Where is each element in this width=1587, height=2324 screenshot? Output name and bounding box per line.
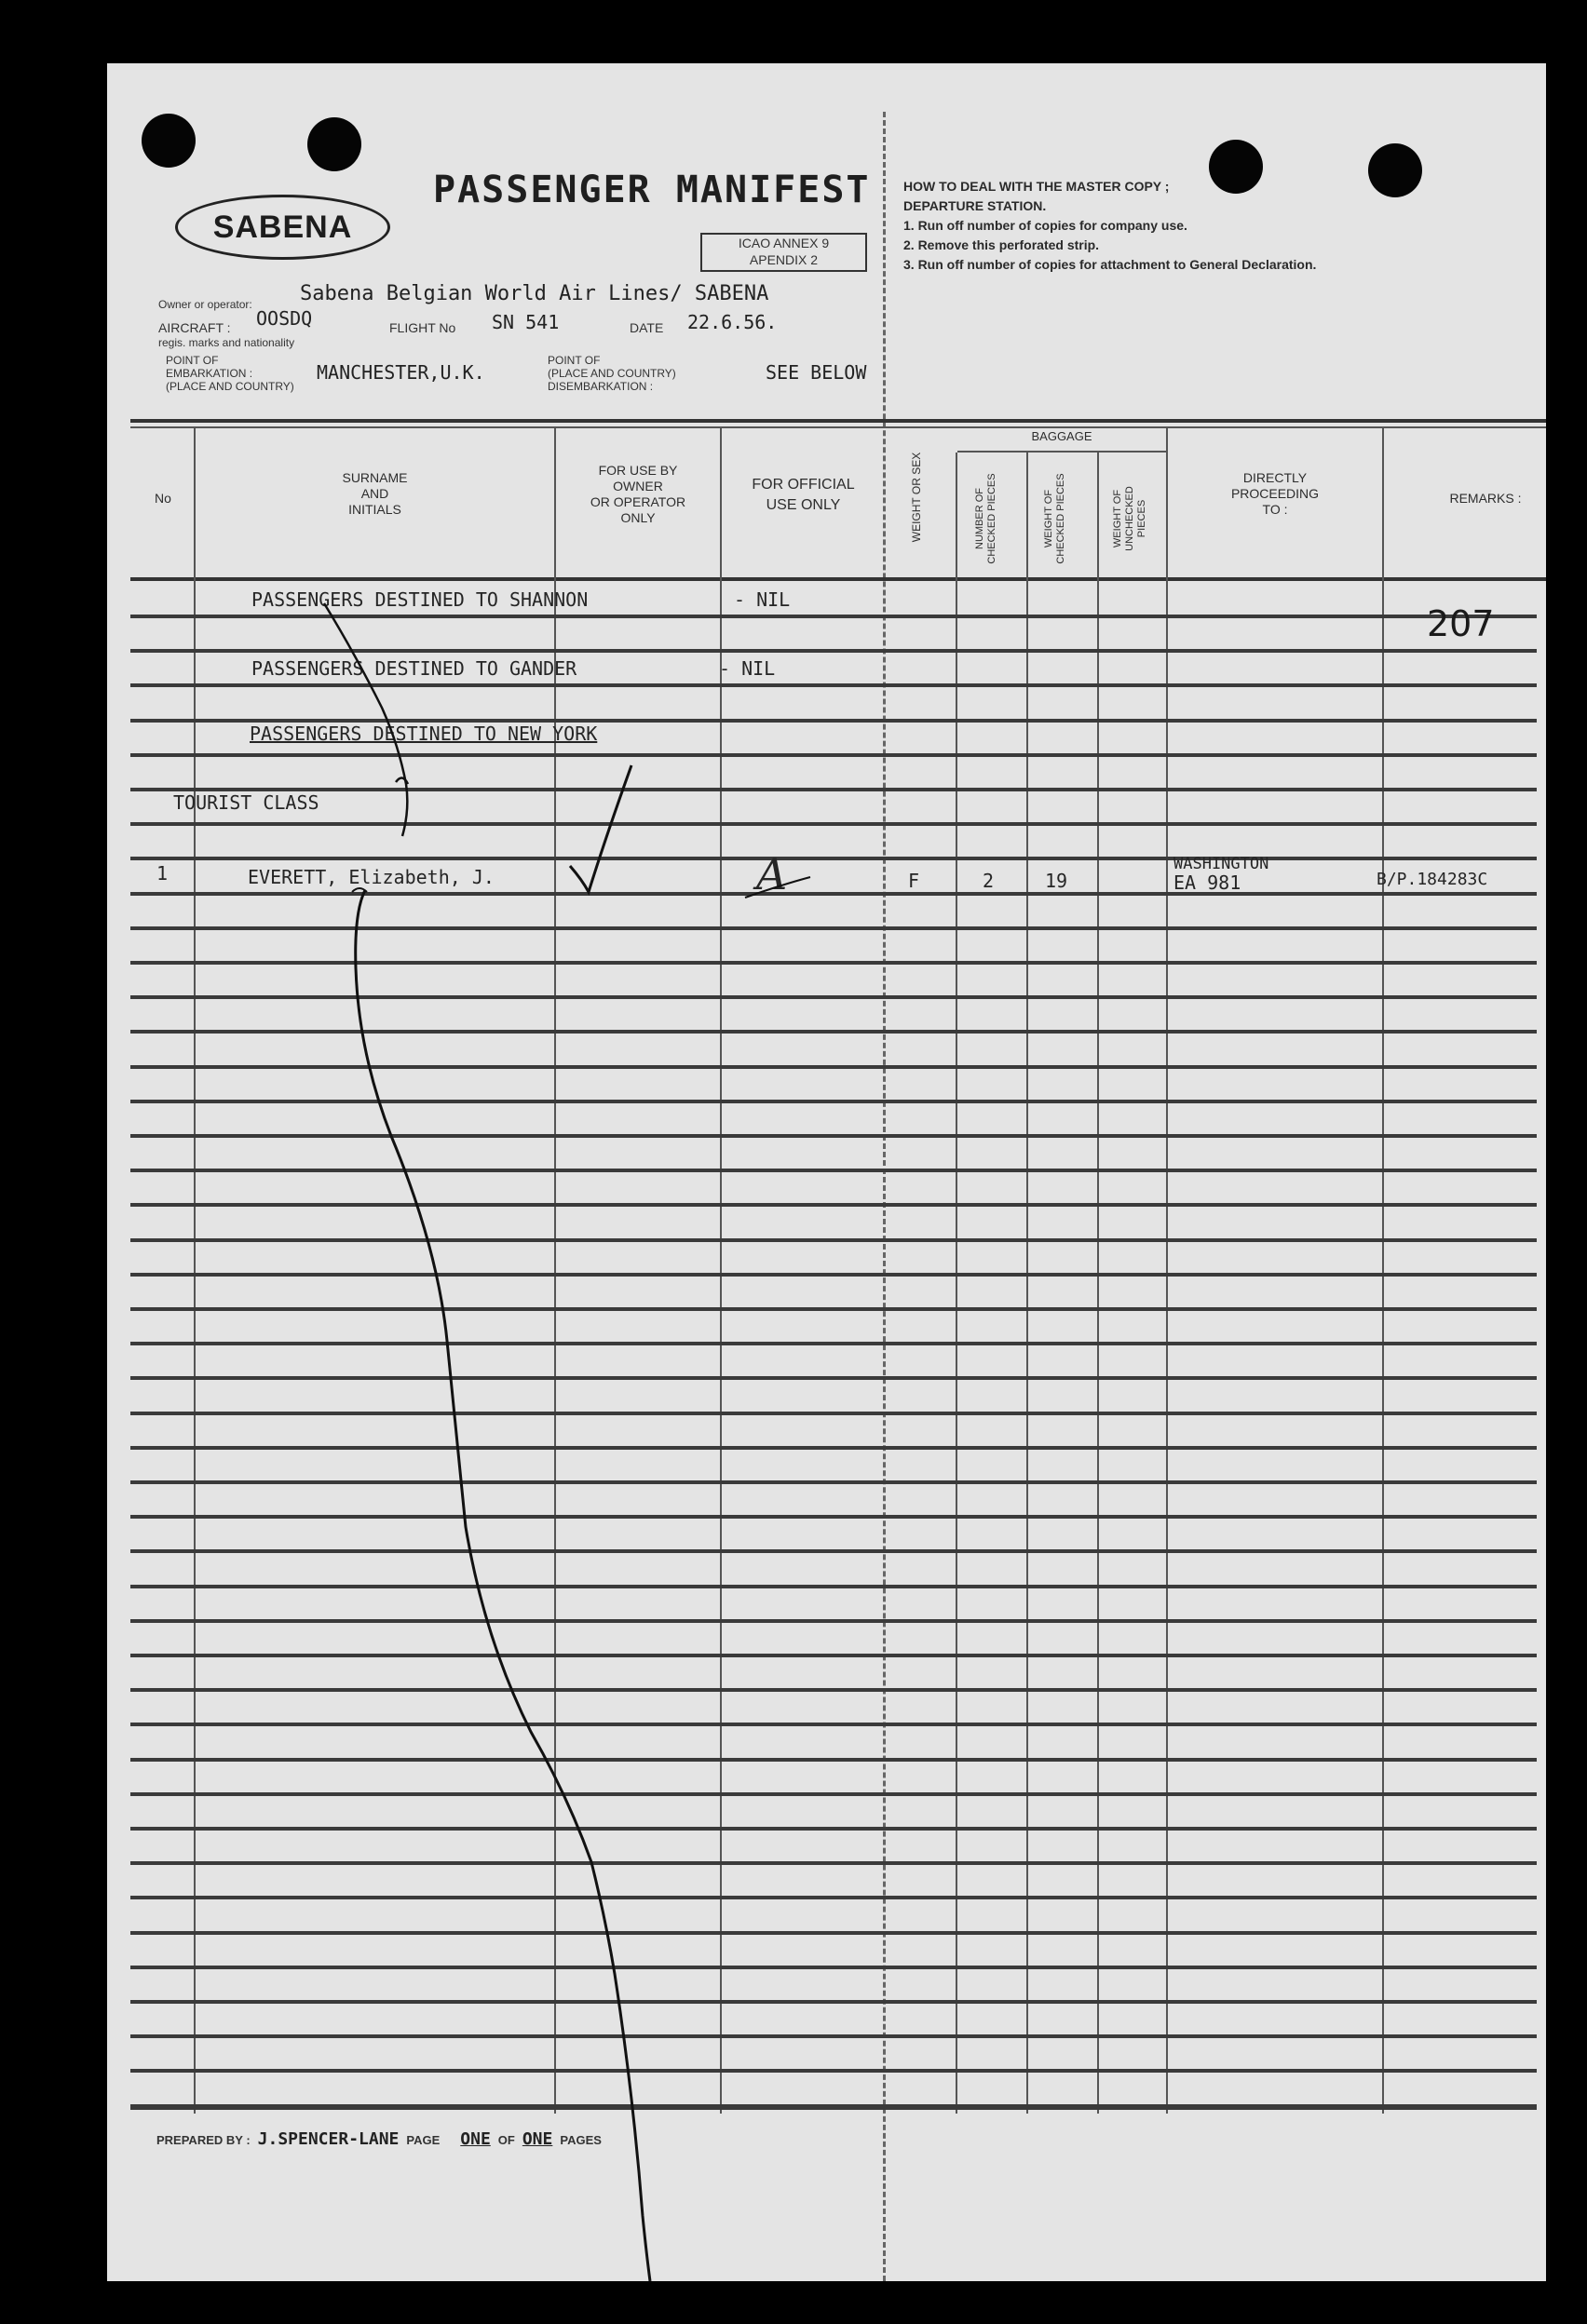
ruled-row-line: [130, 961, 1537, 965]
ruled-row-line: [130, 892, 1537, 896]
ruled-row-line: [130, 1376, 1537, 1380]
instruction-item: 2. Remove this perforated strip.: [903, 237, 1100, 252]
ruled-row-line: [130, 1896, 1537, 1899]
ruled-row-line: [130, 1549, 1537, 1553]
ruled-row-line: [130, 1654, 1537, 1657]
ruled-row-line: [130, 1585, 1537, 1588]
section-shannon: PASSENGERS DESTINED TO SHANNON: [251, 588, 589, 611]
gander-nil: - NIL: [719, 657, 776, 680]
icao-line-2: APENDIX 2: [749, 252, 819, 267]
col-header-remarks: REMARKS :: [1449, 491, 1522, 506]
ruled-row-line: [130, 1238, 1537, 1242]
aircraft-value: OOSDQ: [256, 307, 313, 330]
shannon-nil: - NIL: [734, 588, 791, 611]
manifest-sheet: [107, 63, 1546, 2281]
prepared-label: PREPARED BY :: [156, 2133, 251, 2147]
embarkation-label: [166, 354, 294, 393]
icao-line-1: ICAO ANNEX 9: [738, 236, 830, 250]
surname-header-1: SURNAME: [342, 470, 408, 485]
ruled-row-line: [130, 753, 1537, 757]
owner-value: Sabena Belgian World Air Lines/ SABENA: [300, 282, 769, 305]
ruled-row-line: [130, 857, 1537, 860]
official-handwritten-mark: A: [756, 849, 788, 899]
ruled-row-line: [130, 1861, 1537, 1865]
ruled-row-line: [130, 1619, 1537, 1623]
stamped-number: 207: [1427, 603, 1495, 644]
col-header-directly-proceeding: [1168, 470, 1382, 518]
instructions-heading: HOW TO DEAL WITH THE MASTER COPY ;: [903, 179, 1170, 194]
ruled-row-line: [130, 1792, 1537, 1796]
table-top-rule: [130, 419, 1546, 423]
instruction-item: 3. Run off number of copies for attachment to General Declaration.: [903, 257, 1317, 272]
col-header-owner-use: [556, 463, 720, 526]
ruled-row-line: [130, 1100, 1537, 1103]
embark-label-2: EMBARKATION :: [166, 367, 253, 380]
date-value: 22.6.56.: [687, 311, 778, 333]
document-title: PASSENGER MANIFEST: [433, 169, 871, 211]
date-label: DATE: [630, 320, 664, 335]
master-copy-instructions: [903, 177, 1316, 275]
punch-hole-2: [307, 117, 361, 171]
page-label: PAGE: [406, 2133, 441, 2147]
ruled-row-line: [130, 1203, 1537, 1207]
col-header-checked-weight: WEIGHT OF CHECKED PIECES: [1043, 473, 1066, 564]
pages-label: PAGES: [560, 2133, 602, 2147]
icao-annex-box: [700, 233, 867, 272]
baggage-rule: [957, 451, 1166, 453]
instruction-item: 1. Run off number of copies for company use.: [903, 218, 1187, 233]
passenger-checked-pieces: 2: [983, 870, 995, 892]
col-header-baggage: BAGGAGE: [1031, 429, 1092, 443]
col-header-unchecked-weight: WEIGHT OF UNCHECKED PIECES: [1112, 486, 1147, 551]
passenger-sex: F: [908, 870, 920, 892]
passenger-no: 1: [156, 862, 169, 885]
ruled-row-line: [130, 1931, 1537, 1935]
of-label: OF: [497, 2133, 515, 2147]
directly-header-2: PROCEEDING: [1230, 486, 1320, 501]
disembarkation-label: [548, 354, 676, 393]
ruled-row-line: [130, 615, 1537, 618]
ruled-row-line: [130, 1827, 1537, 1831]
ruled-row-line: [130, 1480, 1537, 1484]
ruled-row-line: [130, 2034, 1537, 2038]
sabena-logo: SABENA: [175, 195, 390, 260]
ruled-row-line: [130, 1515, 1537, 1519]
embarkation-value: MANCHESTER,U.K.: [317, 361, 485, 384]
owner-label: Owner or operator:: [158, 298, 252, 311]
regis-label: regis. marks and nationality: [158, 336, 295, 349]
ruled-row-line: [130, 1758, 1537, 1762]
page-value: ONE: [460, 2129, 491, 2149]
directly-header-1: DIRECTLY: [1242, 470, 1308, 485]
official-header-1: FOR OFFICIAL: [752, 477, 855, 493]
passenger-remarks: B/P.184283C: [1377, 870, 1488, 889]
directly-header-3: TO :: [1262, 502, 1288, 517]
aircraft-label: AIRCRAFT :: [158, 320, 231, 335]
perforation-line: [883, 112, 886, 2281]
prepared-value: J.SPENCER-LANE: [257, 2129, 400, 2149]
passenger-checked-weight: 19: [1045, 870, 1068, 892]
ruled-row-line: [130, 1065, 1537, 1069]
ruled-row-line: [130, 1134, 1537, 1138]
tourist-class-heading: TOURIST CLASS: [173, 791, 319, 814]
ruled-row-line: [130, 1723, 1537, 1726]
surname-header-2: AND: [360, 486, 389, 501]
ruled-row-line: [130, 926, 1537, 930]
ruled-row-line: [130, 822, 1537, 826]
col-header-weight-sex: WEIGHT OR SEX: [910, 452, 923, 543]
ruled-row-line: [130, 1030, 1537, 1034]
official-header-2: USE ONLY: [766, 497, 841, 513]
punch-hole-4: [1368, 143, 1422, 197]
table-top-rule-2: [130, 426, 1546, 428]
ruled-row-line: [130, 2000, 1537, 2004]
section-gander: PASSENGERS DESTINED TO GANDER: [251, 657, 577, 680]
ruled-row-line: [130, 788, 1537, 791]
owner-use-header-1: FOR USE BY: [598, 463, 678, 478]
owner-use-header-3: OR OPERATOR: [590, 494, 686, 509]
pages-value: ONE: [522, 2129, 553, 2149]
prepared-by-line: [156, 2129, 602, 2149]
table-bottom-rule: [130, 2106, 1537, 2110]
ruled-row-line: [130, 683, 1537, 687]
table-head-rule: [130, 577, 1546, 581]
passenger-flight: EA 981: [1173, 872, 1241, 894]
col-header-no: No: [155, 491, 171, 506]
disembark-label-2: (PLACE AND COUNTRY): [548, 367, 676, 380]
col-header-checked-number: NUMBER OF CHECKED PIECES: [974, 473, 997, 564]
col-header-official-use: [722, 475, 885, 516]
col-header-surname: [196, 470, 554, 518]
surname-header-3: INITIALS: [348, 502, 401, 517]
passenger-destination: WASHINGTON: [1173, 855, 1269, 873]
flight-value: SN 541: [492, 311, 560, 333]
embark-label-1: POINT OF: [166, 354, 219, 367]
owner-use-header-4: ONLY: [620, 510, 656, 525]
passenger-name: EVERETT, Elizabeth, J.: [248, 866, 495, 888]
ruled-row-line: [130, 1307, 1537, 1311]
ruled-row-line: [130, 1688, 1537, 1692]
ruled-row-line: [130, 1273, 1537, 1277]
ruled-row-line: [130, 1412, 1537, 1415]
ruled-row-line: [130, 2069, 1537, 2073]
ruled-row-line: [130, 1966, 1537, 1969]
disembark-label-3: DISEMBARKATION :: [548, 380, 654, 393]
ruled-row-line: [130, 1169, 1537, 1172]
ruled-row-line: [130, 1342, 1537, 1345]
instructions-subheading: DEPARTURE STATION.: [903, 198, 1047, 213]
flight-label: FLIGHT No: [389, 320, 456, 335]
ruled-row-line: [130, 649, 1537, 653]
embark-label-3: (PLACE AND COUNTRY): [166, 380, 294, 393]
section-new-york: PASSENGERS DESTINED TO NEW YORK: [250, 723, 598, 745]
disembark-label-1: POINT OF: [548, 354, 601, 367]
ruled-row-line: [130, 1446, 1537, 1450]
disembarkation-value: SEE BELOW: [766, 361, 867, 384]
ruled-row-line: [130, 995, 1537, 999]
punch-hole-1: [142, 114, 196, 168]
owner-use-header-2: OWNER: [613, 479, 663, 493]
